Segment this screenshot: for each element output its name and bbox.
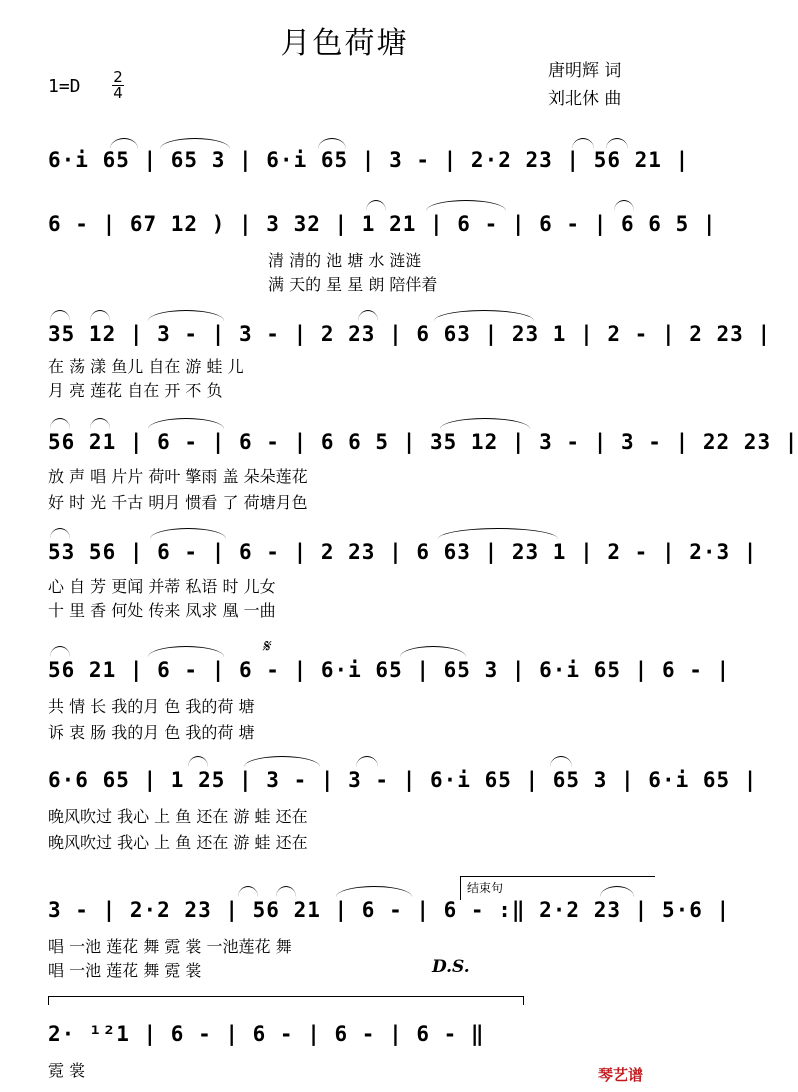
key-signature: 1=D: [48, 76, 81, 97]
slur: [188, 756, 208, 767]
slur: [426, 200, 506, 211]
lyrics-row-8-verse-2: 唱 一池 莲花 舞 霓 裳: [48, 961, 202, 980]
slur: [50, 310, 70, 321]
notation-row-5: 53 56 | 6 - | 6 - | 2 23 | 6 63 | 23 1 | 2 - | 2·3 |: [48, 540, 758, 564]
slur: [244, 756, 320, 767]
slur: [276, 886, 296, 897]
slur: [148, 646, 224, 657]
slur: [50, 528, 70, 539]
lyrics-row-3-verse-1: 在 荡 漾 鱼儿 自在 游 蛙 儿: [48, 357, 244, 376]
notation-row-9: 2· ¹²1 | 6 - | 6 - | 6 - | 6 - ‖: [48, 1022, 485, 1046]
slur: [336, 886, 412, 897]
notation-row-7: 6·6 65 | 1 25 | 3 - | 3 - | 6·i 65 | 65 3 | 6·i 65 |: [48, 768, 758, 792]
slur: [318, 138, 346, 149]
slur: [572, 138, 594, 149]
time-signature-bottom: 4: [113, 84, 123, 102]
slur: [50, 418, 70, 429]
slur: [150, 528, 226, 539]
lyrics-row-3-verse-2: 月 亮 莲花 自在 开 不 负: [48, 381, 223, 400]
slur: [366, 200, 386, 211]
lyrics-row-8-verse-1: 唱 一池 莲花 舞 霓 裳 一池莲花 舞: [48, 937, 292, 956]
slur: [90, 418, 110, 429]
slur: [606, 138, 628, 149]
notation-row-6: 56 21 | 6 - | 6 - | 6·i 65 | 65 3 | 6·i 65 | 6 - |: [48, 658, 731, 682]
lyrics-row-4-verse-2: 好 时 光 千古 明月 惯看 了 荷塘月色: [48, 493, 308, 512]
lyrics-row-5-verse-2: 十 里 香 何处 传来 凤求 凰 一曲: [48, 601, 276, 620]
slur: [438, 528, 558, 539]
lyrics-row-5-verse-1: 心 自 芳 更闻 并蒂 私语 时 儿女: [48, 577, 276, 596]
watermark-logo: 琴艺谱: [598, 1066, 644, 1084]
notation-row-1: 6·i 65 | 65 3 | 6·i 65 | 3 - | 2·2 23 | 56 21 |: [48, 148, 690, 172]
slur: [614, 200, 634, 211]
slur: [160, 138, 230, 149]
segno-sign: 𝄋: [262, 636, 270, 657]
slur: [356, 756, 378, 767]
lyrics-row-4-verse-1: 放 声 唱 片片 荷叶 擎雨 盖 朵朵莲花: [48, 467, 308, 486]
slur: [148, 418, 224, 429]
notation-row-8: 3 - | 2·2 23 | 56 21 | 6 - | 6 - :‖ 2·2 23 | 5·6 |: [48, 898, 731, 922]
lyrics-row-7-verse-1: 晚风吹过 我心 上 鱼 还在 游 蛙 还在: [48, 807, 308, 826]
lyrics-row-6-verse-1: 共 情 长 我的月 色 我的荷 塘: [48, 697, 255, 716]
slur: [110, 138, 138, 149]
slur: [358, 310, 378, 321]
lyrics-row-2-verse-2: 满 天的 星 星 朗 陪伴着: [268, 275, 438, 294]
slur: [400, 646, 466, 657]
ending-bracket-2: [48, 996, 524, 1005]
notation-row-2: 6 - | 67 12 ) | 3 32 | 1 21 | 6 - | 6 - | 6 6 5 |: [48, 212, 717, 236]
composer-credit: 刘北休 曲: [548, 89, 622, 109]
dal-segno-mark: D.S.: [432, 957, 470, 977]
lyrics-row-6-verse-2: 诉 衷 肠 我的月 色 我的荷 塘: [48, 723, 255, 742]
slur: [550, 756, 572, 767]
slur: [50, 646, 70, 657]
slur: [238, 886, 258, 897]
time-signature-top: 2: [113, 68, 123, 86]
notation-row-3: 35 12 | 3 - | 3 - | 2 23 | 6 63 | 23 1 | 2 - | 2 23 |: [48, 322, 772, 346]
lyrics-row-7-verse-2: 晚风吹过 我心 上 鱼 还在 游 蛙 还在: [48, 833, 308, 852]
lyrics-row-2-verse-1: 清 清的 池 塘 水 涟涟: [268, 251, 422, 270]
ending-label: 结束句: [467, 881, 504, 895]
notation-row-4: 56 21 | 6 - | 6 - | 6 6 5 | 35 12 | 3 - | 3 - | 22 23 |: [48, 430, 798, 454]
slur: [434, 310, 534, 321]
song-title: 月色荷塘: [280, 26, 409, 61]
slur: [148, 310, 224, 321]
slur: [440, 418, 530, 429]
lyrics-row-9-verse-1: 霓 裳: [48, 1061, 86, 1080]
slur: [90, 310, 110, 321]
time-signature: [112, 70, 124, 101]
lyricist-credit: 唐明辉 词: [548, 61, 622, 81]
